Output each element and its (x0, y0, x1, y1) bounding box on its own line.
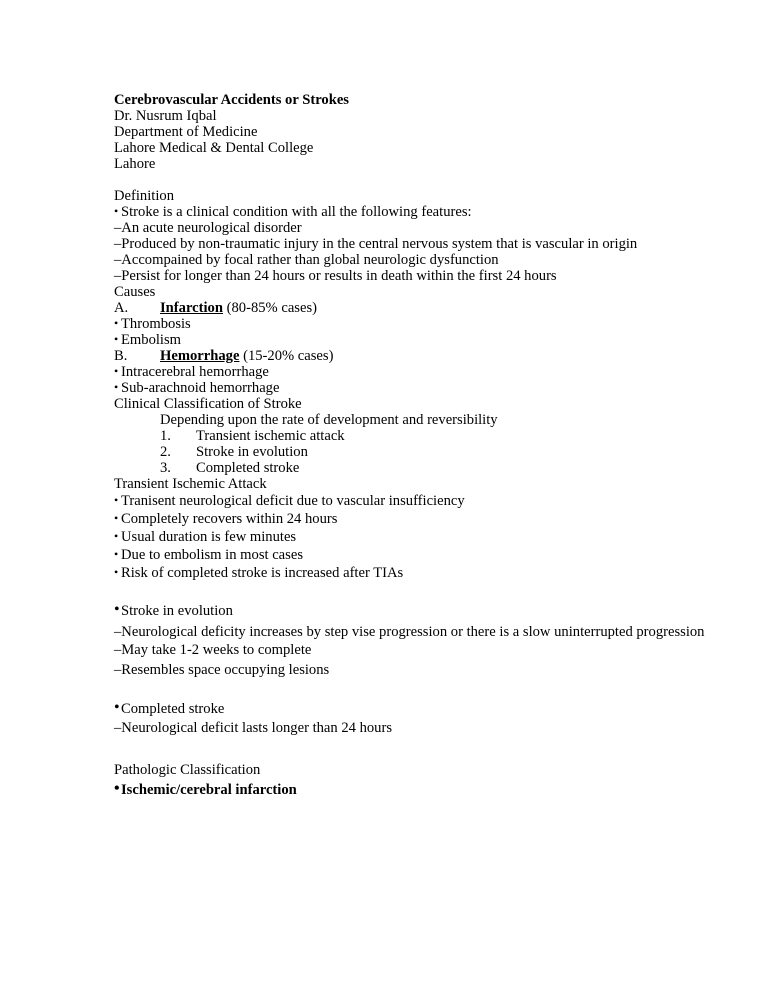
cause-b: B. Hemorrhage (15-20% cases) (114, 348, 334, 364)
evolution-item: –Neurological deficity increases by step vise progression or there is a slow uninterrupted progression (114, 624, 705, 640)
evolution-item: –May take 1-2 weeks to complete (114, 642, 312, 658)
dash-icon: – (114, 624, 122, 640)
dash-icon: – (114, 220, 122, 236)
dash-icon: – (114, 236, 122, 252)
department: Department of Medicine (114, 124, 258, 140)
cause-item: • Intracerebral hemorrhage (114, 364, 269, 380)
bullet-icon: • (114, 547, 119, 561)
tia-item: • Completely recovers within 24 hours (114, 511, 338, 527)
document-title: Cerebrovascular Accidents or Strokes (114, 92, 349, 108)
evolution-heading: •Stroke in evolution (114, 601, 233, 619)
author: Dr. Nusrum Iqbal (114, 108, 217, 124)
bullet-icon: • (114, 699, 120, 716)
bullet-icon: • (114, 493, 119, 507)
definition-heading: Definition (114, 188, 174, 204)
clinical-item: 1. Transient ischemic attack (160, 428, 345, 444)
definition-feature: –Accompained by focal rather than global neurologic dysfunction (114, 252, 499, 268)
bullet-icon: • (114, 332, 119, 346)
college: Lahore Medical & Dental College (114, 140, 314, 156)
tia-item: • Tranisent neurological deficit due to vascular insufficiency (114, 493, 465, 509)
bullet-icon: • (114, 780, 120, 797)
cause-item: • Sub-arachnoid hemorrhage (114, 380, 280, 396)
dash-icon: – (114, 268, 122, 284)
bullet-icon: • (114, 380, 119, 394)
cause-item: • Embolism (114, 332, 181, 348)
tia-item: • Usual duration is few minutes (114, 529, 297, 545)
tia-item: • Risk of completed stroke is increased after TIAs (114, 565, 404, 581)
definition-feature: –An acute neurological disorder (114, 220, 302, 236)
cause-item: • Thrombosis (114, 316, 191, 332)
dash-icon: – (114, 662, 122, 678)
city: Lahore (114, 156, 156, 172)
definition-feature: –Persist for longer than 24 hours or results in death within the first 24 hours (114, 268, 557, 284)
clinical-heading: Clinical Classification of Stroke (114, 396, 302, 412)
pathologic-heading: Pathologic Classification (114, 762, 261, 778)
clinical-subheading: Depending upon the rate of development and reversibility (160, 412, 498, 428)
completed-heading: •Completed stroke (114, 699, 225, 717)
dash-icon: – (114, 642, 122, 658)
clinical-item: 3. Completed stroke (160, 460, 300, 476)
tia-item: • Due to embolism in most cases (114, 547, 303, 563)
bullet-icon: • (114, 364, 119, 378)
completed-item: –Neurological deficit lasts longer than 24 hours (114, 720, 393, 736)
bullet-icon: • (114, 565, 119, 579)
bullet-icon: • (114, 204, 119, 218)
tia-heading: Transient Ischemic Attack (114, 476, 267, 492)
document-page (114, 92, 734, 800)
definition-intro: • Stroke is a clinical condition with all the following features: (114, 204, 472, 220)
bullet-icon: • (114, 529, 119, 543)
causes-heading: Causes (114, 284, 156, 300)
dash-icon: – (114, 720, 122, 736)
bullet-icon: • (114, 316, 119, 330)
clinical-item: 2. Stroke in evolution (160, 444, 308, 460)
cause-a: A. Infarction (80-85% cases) (114, 300, 317, 316)
evolution-item: –Resembles space occupying lesions (114, 662, 330, 678)
pathologic-item: •Ischemic/cerebral infarction (114, 780, 297, 798)
dash-icon: – (114, 252, 122, 268)
bullet-icon: • (114, 511, 119, 525)
definition-feature: –Produced by non-traumatic injury in the central nervous system that is vascular in origin (114, 236, 638, 252)
bullet-icon: • (114, 601, 120, 618)
